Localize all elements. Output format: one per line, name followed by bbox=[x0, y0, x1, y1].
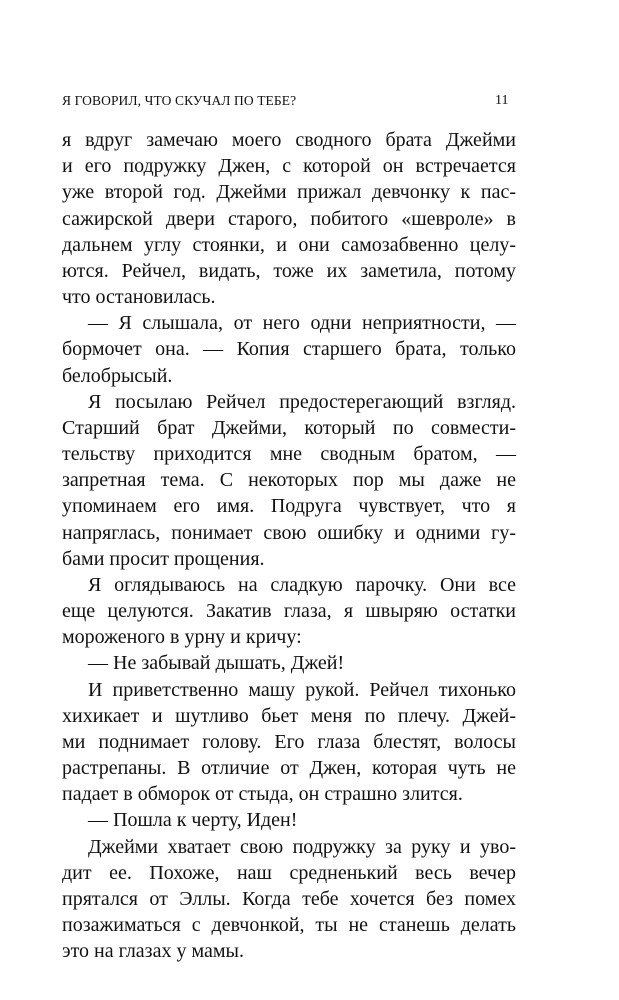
text-line: запретная тема. С некоторых пор мы даже не bbox=[62, 469, 516, 492]
text-line: ются. Рейчел, видать, тоже их заметила, потому bbox=[62, 259, 516, 282]
text-line: Я оглядываюсь на сладкую парочку. Они все bbox=[88, 573, 516, 596]
text-line: тельству приходится мне сводным братом, — bbox=[62, 443, 516, 466]
text-line: Старший брат Джейми, который по совмести- bbox=[62, 416, 516, 439]
text-line: падает в обморок от стыда, он страшно злится. bbox=[62, 783, 463, 806]
text-line: это на глазах у мамы. bbox=[62, 940, 244, 963]
text-line: — Не забывай дышать, Джей! bbox=[88, 652, 345, 675]
text-line: — Я слышала, от него одни неприятности, — bbox=[88, 312, 516, 335]
text-line: белобрысый. bbox=[62, 364, 173, 387]
text-line: напряглась, понимает свою ошибку и одними гу- bbox=[62, 521, 516, 544]
text-line: уже второй год. Джейми прижал девчонку к пас- bbox=[62, 181, 516, 204]
text-line: еще целуются. Закатив глаза, я швыряю остатки bbox=[62, 600, 516, 623]
text-line: Джейми хватает свою подружку за руку и уво- bbox=[88, 835, 516, 858]
text-line: сажирской двери старого, побитого «шевроле» в bbox=[62, 207, 516, 230]
text-line: бормочет она. — Копия старшего брата, только bbox=[62, 338, 516, 361]
page-number: 11 bbox=[495, 93, 509, 108]
text-line: ми поднимает голову. Его глаза блестят, волосы bbox=[62, 730, 516, 753]
text-line: что остановилась. bbox=[62, 286, 216, 309]
text-line: позажиматься с девчонкой, ты не станешь делать bbox=[62, 914, 516, 937]
text-line: упоминаем его имя. Подруга чувствует, что я bbox=[62, 495, 516, 518]
text-line: — Пошла к черту, Иден! bbox=[88, 809, 298, 832]
running-head-title: Я ГОВОРИЛ, ЧТО СКУЧАЛ ПО ТЕБЕ? bbox=[62, 93, 297, 108]
text-line: я вдруг замечаю моего сводного брата Джейми bbox=[62, 129, 516, 151]
text-line: мороженого в урну и кричу: bbox=[62, 626, 302, 649]
text-line: И приветственно машу рукой. Рейчел тихонько bbox=[88, 678, 516, 701]
text-line: и его подружку Джен, с которой он встречается bbox=[62, 155, 516, 178]
text-line: дальнем углу стоянки, и они самозабвенно целу- bbox=[62, 233, 516, 256]
text-line: дит ее. Похоже, наш средненький весь вечер bbox=[62, 861, 516, 884]
text-line: бами просит прощения. bbox=[62, 547, 265, 570]
text-line: Я посылаю Рейчел предостерегающий взгляд. bbox=[88, 390, 516, 413]
text-line: хихикает и шутливо бьет меня по плечу. Джей- bbox=[62, 704, 516, 727]
text-line: растрепаны. В отличие от Джен, которая чуть не bbox=[62, 757, 516, 780]
text-line: прятался от Эллы. Когда тебе хочется без помех bbox=[62, 887, 516, 910]
